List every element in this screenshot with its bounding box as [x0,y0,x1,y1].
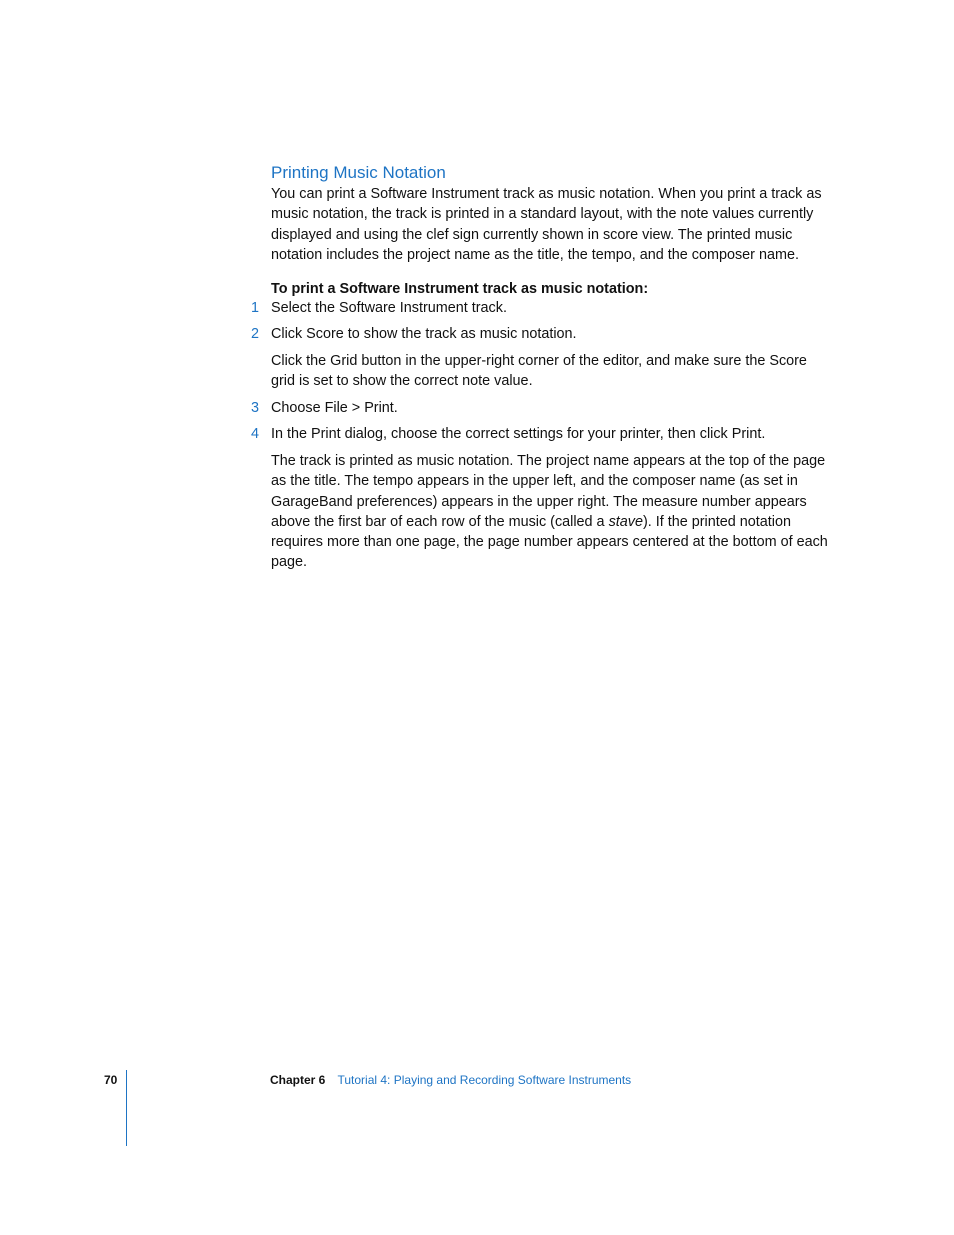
step-number: 2 [251,326,260,342]
step-number: 3 [251,400,260,416]
page-number: 70 [104,1073,118,1087]
step-text: Select the Software Instrument track. [271,300,507,316]
step-2-note: Click the Grid button in the upper-right corner of the editor, and make sure the Score grid is set to show the correct note value. [271,353,807,390]
step-1 [251,298,831,318]
section-title: Printing Music Notation [271,163,446,182]
task-heading: To print a Software Instrument track as music notation: [271,281,649,297]
result-text-start: The track is printed as music notation. The project name appears at the top of the page as the title. The tempo appears in the upper left, and the composer name (as set in GarageBand preferences) appears in the upper right. The measure number appears above the first bar of each row of the music (called a [271,453,826,530]
footer-divider [126,1070,127,1146]
step-number: 1 [251,300,260,316]
step-2 [251,324,831,344]
step-text: Choose File > Print. [271,400,398,416]
step-text: Click Score to show the track as music notation. [271,326,577,342]
footer-chapter [270,1072,631,1088]
result-text-end: ). If the printed notation requires more than one page, the page number appears centered at the bottom of each page. [271,513,828,571]
step-text: In the Print dialog, choose the correct settings for your printer, then click Print. [271,426,766,442]
chapter-label: Chapter 6 [270,1073,326,1087]
intro-paragraph: You can print a Software Instrument track as music notation. When you print a track as music notation, the track is printed in a standard layout, with the note values currently displayed and using the clef sign currently shown in score view. The printed music notation includes the project name as the title, the tempo, and the composer name. [271,186,822,263]
step-number: 4 [251,426,260,442]
result-paragraph [271,451,831,573]
result-term-stave: stave [608,513,643,530]
chapter-title: Tutorial 4: Playing and Recording Software Instruments [337,1073,632,1087]
step-3 [251,398,831,418]
step-4 [251,424,831,444]
